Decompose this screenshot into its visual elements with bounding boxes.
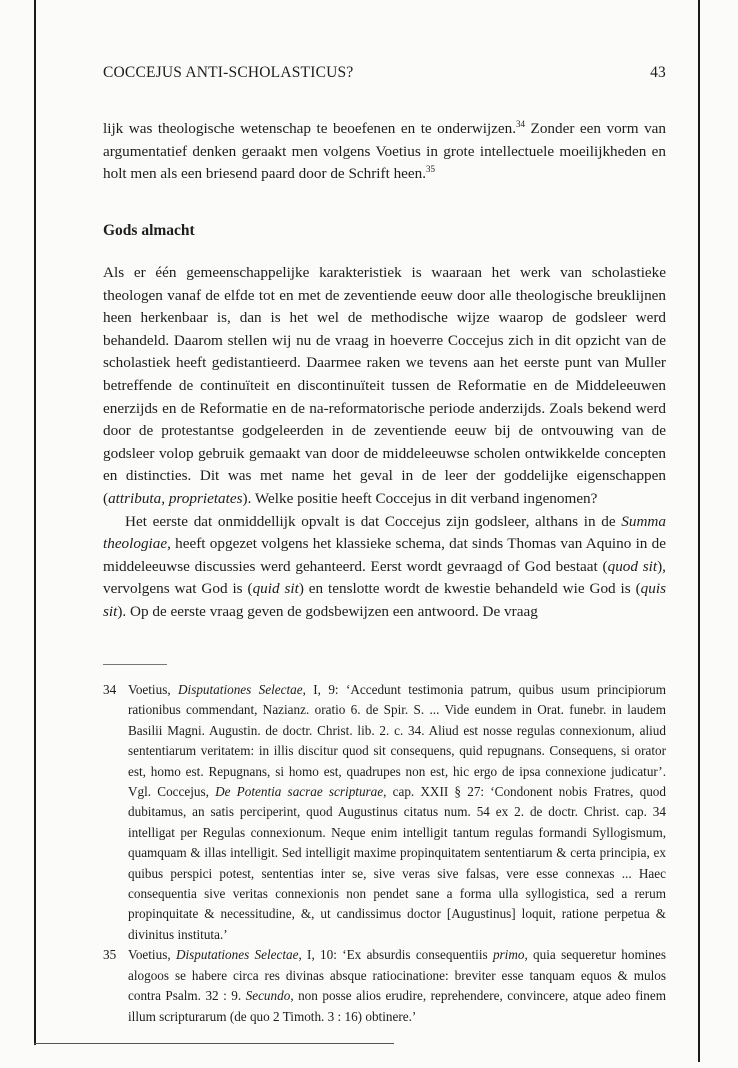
footnote-ref-34: 34 [516, 118, 526, 129]
running-head [103, 64, 666, 82]
page-edge-bottom [34, 1043, 394, 1044]
running-head-title: COCCEJUS ANTI-SCHOLASTICUS? [103, 64, 354, 81]
footnote-text: Voetius, Disputationes Selectae, I, 10: ‘Ex absurdis consequentiis primo, quia sequeretur homines alogoos se habere circa res divinas absque ratiocinatione: breviter esse tanquam equos & mulos contra Psalm. 32 : 9. Secundo, non posse alios erudire, reprehendere, convincere, atque adeo finem illum scripturarum (de quo 2 Timoth. 3 : 16) obtinere.’ [128, 947, 666, 1024]
footnote-ref-35: 35 [426, 164, 436, 175]
page-number: 43 [650, 64, 666, 81]
footnote-35 [103, 945, 666, 1027]
section-body [103, 262, 666, 624]
footnote-rule [103, 664, 167, 665]
section-heading: Gods almacht [103, 222, 195, 239]
page-edge-left [34, 0, 36, 1045]
footnotes [103, 680, 666, 1027]
page-edge-right [698, 0, 700, 1062]
paragraph-intro: lijk was theologische wetenschap te beoefenen en te onderwijzen.$^{34}$ Zonder een vorm van argumentatief denken geraakt men volgens Voetius in grote intellectuele moeilijkheden en holt men als een briesend paard door de Schrift heen.$^{35}$ [103, 118, 666, 183]
footnote-text: Voetius, Disputationes Selectae, I, 9: ‘Accedunt testimonia patrum, quibus usum principiorum rationibus commendant, Nazianz. oratio 6. de Spir. S. ... Vide eundem in Orat. funebr. in laudem Basilii Magni. Augustin. de doctr. Christ. lib. 2. c. 34. Aliud est nosse regulas connexionum, aliud sententiarum veritatem: in illis discitur quod sit consequens, quid repugnans. Consequens, si orator est, homo est. Repugnans, si homo est, quadrupes non est, hic ergo de ipsa connexione judicatur’. Vgl. Coccejus, De Potentia sacrae scripturae, cap. XXII § 27: ‘Condonent nobis Fratres, quod dubitamus, an satis perciperint, quod Augustinus citatus num. 54 ex 2. de doctr. Christ. cap. 34 intelligat per Regulas connexionum. Neque enim intelligit tantum regulas formandi Syllogismum, quamquam & illas intelligit. Sed intelligit maxime propinquitatem sententiarum & certa principia, ex quibus perspici potest, sententias inter se, sive veras sive falsas, vere esse connexas ... Haec consequentia sive veritas connexionis non pendet sane a forma ulla syllogistica, sed a rerum propinquitate & necessitudine, &, ut candissimus doctor [Augustinus] loquit, ratione perpetua & divinitus instituta.’ [128, 682, 666, 942]
paragraph-1: Als er één gemeenschappelijke karakteristiek is waaraan het werk van scholastieke theologen vanaf de elfde tot en met de zeventiende eeuw door alle theologische breuklijnen heen herkenbaar is, dan is het wel de methodische wijze waarop de godsleer werd behandeld. Daarom stellen wij nu de vraag in hoeverre Coccejus zich in dit opzicht van de scholastiek heeft gedistantieerd. Daarmee raken we tevens aan het eerste punt van Muller betreffende de continuïteit en discontinuïteit tussen de Reformatie en de Middeleeuwen enerzijds en de Reformatie en de na-reformatorische periode anderzijds. Zoals bekend werd door de protestantse godgeleerden in de zeventiende eeuw bij de ontvouwing van de godsleer volop gebruik gemaakt van door de middeleeuwse scholen ontwikkelde concepten en distincties. Dit was met name het geval in de leer der goddelijke eigenschappen (attributa, proprietates). Welke positie heeft Coccejus in dit verband ingenomen? [103, 264, 666, 507]
footnote-number: 35 [103, 947, 117, 963]
footnote-number: 34 [103, 682, 117, 697]
footnote-34 [103, 680, 666, 945]
paragraph-2: Het eerste dat onmiddellijk opvalt is dat Coccejus zijn godsleer, althans in de Summa theologiae, heeft opgezet volgens het klassieke schema, dat sinds Thomas van Aquino in de middeleeuwse discussies werd gehanteerd. Eerst wordt gevraagd of God bestaat (quod sit), vervolgens wat God is (quid sit) en tenslotte wordt de kwestie behandeld wie God is (quis sit). Op de eerste vraag geven de godsbewijzen een antwoord. De vraag [103, 512, 666, 620]
